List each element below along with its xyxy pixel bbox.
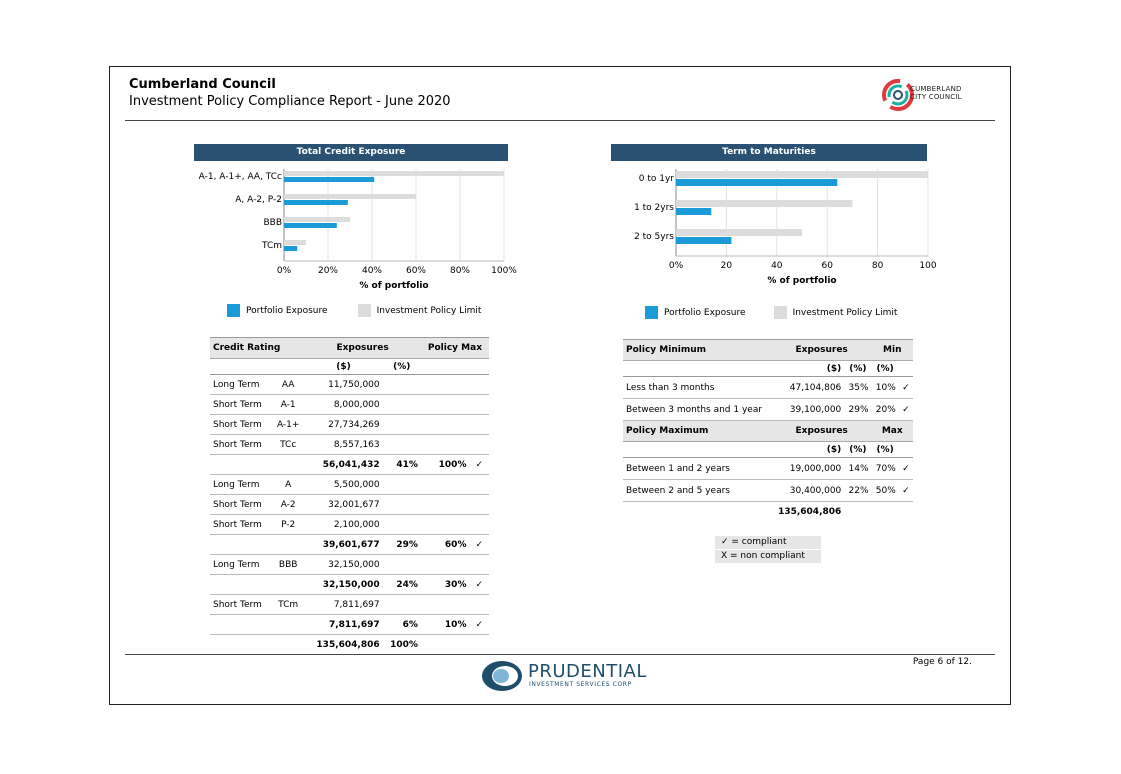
exposure-pct-cell: 29% bbox=[383, 535, 421, 555]
table-row bbox=[210, 435, 489, 455]
policy-max-cell bbox=[421, 475, 470, 495]
exposure-pct-cell: 22% bbox=[844, 480, 871, 502]
maturity-chart-title: Term to Maturities bbox=[611, 144, 927, 161]
limit-bar bbox=[284, 240, 306, 245]
exposure-dollar-cell: 7,811,697 bbox=[304, 615, 382, 635]
term-cell: Short Term bbox=[210, 515, 272, 535]
exposure-bar bbox=[676, 208, 711, 215]
exposure-pct-cell: 14% bbox=[844, 458, 871, 480]
exposure-pct-cell bbox=[383, 555, 421, 575]
exposure-bar bbox=[284, 177, 374, 182]
unit-dollar: ($) bbox=[772, 442, 844, 458]
exposure-dollar-cell: 2,100,000 bbox=[304, 515, 382, 535]
limit-pct-cell: 10% bbox=[872, 377, 899, 399]
exposure-dollar-cell: 39,100,000 bbox=[772, 399, 844, 421]
unit-pct: (%) bbox=[383, 359, 421, 375]
compliant-icon bbox=[469, 495, 489, 515]
term-cell bbox=[210, 535, 272, 555]
exposure-dollar-cell: 32,150,000 bbox=[304, 555, 382, 575]
exposure-dollar-cell: 5,500,000 bbox=[304, 475, 382, 495]
compliant-icon: ✓ bbox=[899, 399, 913, 421]
exposure-pct-cell bbox=[383, 435, 421, 455]
key-compliant: ✓ = compliant bbox=[715, 536, 821, 549]
legend-label-limit: Investment Policy Limit bbox=[792, 307, 898, 318]
grand-total-pct: 100% bbox=[383, 635, 421, 655]
exposure-pct-cell: 29% bbox=[844, 399, 871, 421]
table-row bbox=[623, 458, 913, 480]
maturity-table bbox=[623, 339, 913, 521]
rating-cell: A bbox=[272, 475, 304, 495]
policy-max-cell: 100% bbox=[421, 455, 470, 475]
exposure-dollar-cell: 32,001,677 bbox=[304, 495, 382, 515]
credit-rating-table bbox=[210, 337, 489, 655]
table-row bbox=[210, 375, 489, 395]
term-cell: Short Term bbox=[210, 395, 272, 415]
policy-max-cell bbox=[421, 395, 470, 415]
x-tick-label: 20 bbox=[720, 261, 733, 271]
limit-bar bbox=[284, 194, 416, 199]
limit-pct-cell: 50% bbox=[872, 480, 899, 502]
compliant-icon bbox=[469, 555, 489, 575]
policy-max-cell bbox=[421, 555, 470, 575]
compliant-icon bbox=[469, 475, 489, 495]
policy-max-cell bbox=[421, 495, 470, 515]
prudential-logo-icon bbox=[480, 659, 525, 693]
limit-bar bbox=[676, 229, 802, 236]
category-label: BBB bbox=[263, 218, 282, 228]
compliant-icon: ✓ bbox=[469, 455, 489, 475]
x-tick-label: 40% bbox=[361, 266, 383, 276]
x-tick-label: 0% bbox=[668, 261, 684, 271]
legend-label-exposure: Portfolio Exposure bbox=[664, 307, 746, 318]
compliant-icon bbox=[469, 595, 489, 615]
policy-max-cell bbox=[421, 415, 470, 435]
category-label: 0 to 1yr bbox=[638, 174, 674, 184]
empty-cell bbox=[469, 635, 489, 655]
table-row bbox=[210, 475, 489, 495]
credit-exposure-chart bbox=[180, 163, 520, 293]
limit-bar bbox=[284, 171, 504, 176]
legend-label-limit: Investment Policy Limit bbox=[376, 305, 482, 316]
cumberland-logo-text: CUMBERLAND CITY COUNCIL bbox=[910, 85, 962, 101]
exposure-pct-cell bbox=[383, 515, 421, 535]
unit-pct: (%) bbox=[872, 442, 899, 458]
compliant-icon: ✓ bbox=[469, 535, 489, 555]
key-non-compliant: X = non compliant bbox=[715, 550, 821, 563]
rating-cell: A-1 bbox=[272, 395, 304, 415]
rating-cell: BBB bbox=[272, 555, 304, 575]
subtotal-row bbox=[210, 455, 489, 475]
category-label: 2 to 5yrs bbox=[634, 232, 674, 242]
term-cell: Between 1 and 2 years bbox=[623, 458, 772, 480]
policy-max-cell: 10% bbox=[421, 615, 470, 635]
limit-bar bbox=[676, 200, 852, 207]
compliant-icon bbox=[469, 415, 489, 435]
unit-pct: (%) bbox=[844, 361, 871, 377]
policy-max-cell: 60% bbox=[421, 535, 470, 555]
page-number: Page 6 of 12. bbox=[912, 657, 972, 667]
col-policy-minimum: Policy Minimum bbox=[623, 340, 772, 361]
term-cell: Long Term bbox=[210, 375, 272, 395]
grand-total-row bbox=[210, 635, 489, 655]
table-row bbox=[623, 399, 913, 421]
legend-label-exposure: Portfolio Exposure bbox=[246, 305, 328, 316]
legend-swatch-limit bbox=[774, 306, 787, 319]
category-label: A, A-2, P-2 bbox=[235, 195, 282, 205]
exposure-pct-cell bbox=[383, 375, 421, 395]
credit-legend bbox=[227, 304, 481, 317]
rating-cell: A-2 bbox=[272, 495, 304, 515]
header-divider bbox=[125, 120, 995, 121]
exposure-pct-cell bbox=[383, 395, 421, 415]
x-tick-label: 80 bbox=[871, 261, 884, 271]
exposure-dollar-cell: 19,000,000 bbox=[772, 458, 844, 480]
legend-swatch-exposure bbox=[645, 306, 658, 319]
x-tick-label: 60 bbox=[821, 261, 833, 271]
col-exposures: Exposures bbox=[772, 421, 872, 442]
x-tick-label: 60% bbox=[405, 266, 427, 276]
rating-cell bbox=[272, 575, 304, 595]
exposure-dollar-cell: 47,104,806 bbox=[772, 377, 844, 399]
rating-cell: A-1+ bbox=[272, 415, 304, 435]
exposure-pct-cell bbox=[383, 415, 421, 435]
col-policy-maximum: Policy Maximum bbox=[623, 421, 772, 442]
term-cell: Between 2 and 5 years bbox=[623, 480, 772, 502]
x-tick-label: 80% bbox=[449, 266, 471, 276]
table-row bbox=[210, 395, 489, 415]
subtotal-row bbox=[210, 575, 489, 595]
rating-cell bbox=[272, 535, 304, 555]
term-cell bbox=[210, 615, 272, 635]
empty-cell bbox=[272, 635, 304, 655]
term-cell: Short Term bbox=[210, 435, 272, 455]
exposure-pct-cell: 24% bbox=[383, 575, 421, 595]
legend-swatch-limit bbox=[358, 304, 371, 317]
exposure-pct-cell bbox=[383, 595, 421, 615]
x-tick-label: 100% bbox=[491, 266, 517, 276]
exposure-bar bbox=[676, 237, 731, 244]
exposure-pct-cell bbox=[383, 495, 421, 515]
term-cell: Short Term bbox=[210, 595, 272, 615]
exposure-dollar-cell: 8,000,000 bbox=[304, 395, 382, 415]
x-tick-label: 100 bbox=[919, 261, 937, 271]
exposure-pct-cell bbox=[383, 475, 421, 495]
unit-pct: (%) bbox=[872, 361, 899, 377]
policy-max-cell: 30% bbox=[421, 575, 470, 595]
table-row bbox=[623, 377, 913, 399]
grand-total-dollar: 135,604,806 bbox=[304, 635, 382, 655]
exposure-pct-cell: 35% bbox=[844, 377, 871, 399]
rating-cell bbox=[272, 615, 304, 635]
rating-cell: P-2 bbox=[272, 515, 304, 535]
term-cell: Long Term bbox=[210, 555, 272, 575]
prudential-brand: PRUDENTIAL bbox=[528, 661, 647, 682]
x-axis-label: % of portfolio bbox=[359, 281, 429, 291]
compliant-icon: ✓ bbox=[899, 458, 913, 480]
exposure-dollar-cell: 32,150,000 bbox=[304, 575, 382, 595]
col-exposures: Exposures bbox=[772, 340, 872, 361]
page-subtitle: Investment Policy Compliance Report - June 2020 bbox=[129, 94, 451, 109]
footer-divider bbox=[125, 654, 995, 655]
compliant-icon bbox=[469, 435, 489, 455]
compliant-icon: ✓ bbox=[899, 377, 913, 399]
rating-cell bbox=[272, 455, 304, 475]
exposure-dollar-cell: 27,734,269 bbox=[304, 415, 382, 435]
category-label: TCm bbox=[261, 241, 282, 251]
limit-pct-cell: 70% bbox=[872, 458, 899, 480]
table-row bbox=[210, 555, 489, 575]
table-row bbox=[210, 595, 489, 615]
term-cell: Long Term bbox=[210, 475, 272, 495]
compliant-icon: ✓ bbox=[899, 480, 913, 502]
policy-max-cell bbox=[421, 595, 470, 615]
compliant-icon bbox=[469, 395, 489, 415]
term-maturity-chart bbox=[600, 163, 940, 293]
empty-cell bbox=[210, 635, 272, 655]
compliant-icon: ✓ bbox=[469, 615, 489, 635]
maturity-legend bbox=[645, 306, 897, 319]
report-page bbox=[109, 66, 1011, 705]
x-tick-label: 0% bbox=[276, 266, 292, 276]
subtotal-row bbox=[210, 535, 489, 555]
table-row bbox=[210, 515, 489, 535]
limit-pct-cell: 20% bbox=[872, 399, 899, 421]
credit-chart-title: Total Credit Exposure bbox=[194, 144, 508, 161]
term-cell: Short Term bbox=[210, 495, 272, 515]
exposure-pct-cell: 41% bbox=[383, 455, 421, 475]
prudential-brand-sub: INVESTMENT SERVICES CORP bbox=[529, 681, 632, 688]
col-max: Max bbox=[872, 421, 913, 442]
term-cell: Between 3 months and 1 year bbox=[623, 399, 772, 421]
col-exposures: Exposures bbox=[304, 338, 421, 359]
term-cell: Short Term bbox=[210, 415, 272, 435]
term-cell bbox=[210, 575, 272, 595]
compliant-icon: ✓ bbox=[469, 575, 489, 595]
subtotal-row bbox=[210, 615, 489, 635]
table-row bbox=[210, 495, 489, 515]
limit-bar bbox=[284, 217, 350, 222]
exposure-dollar-cell: 56,041,432 bbox=[304, 455, 382, 475]
empty-cell bbox=[421, 635, 470, 655]
exposure-dollar-cell: 11,750,000 bbox=[304, 375, 382, 395]
policy-max-cell bbox=[421, 375, 470, 395]
exposure-dollar-cell: 8,557,163 bbox=[304, 435, 382, 455]
limit-bar bbox=[676, 171, 928, 178]
term-cell bbox=[210, 455, 272, 475]
exposure-bar bbox=[284, 246, 297, 251]
exposure-bar bbox=[284, 223, 337, 228]
unit-dollar: ($) bbox=[772, 361, 844, 377]
col-min: Min bbox=[872, 340, 913, 361]
unit-dollar: ($) bbox=[304, 359, 382, 375]
col-credit-rating: Credit Rating bbox=[210, 338, 304, 359]
exposure-dollar-cell: 30,400,000 bbox=[772, 480, 844, 502]
compliant-icon bbox=[469, 375, 489, 395]
rating-cell: TCc bbox=[272, 435, 304, 455]
table-row bbox=[210, 415, 489, 435]
compliant-icon bbox=[469, 515, 489, 535]
x-axis-label: % of portfolio bbox=[767, 276, 837, 286]
table-row bbox=[623, 480, 913, 502]
exposure-dollar-cell: 7,811,697 bbox=[304, 595, 382, 615]
policy-max-cell bbox=[421, 515, 470, 535]
exposure-pct-cell: 6% bbox=[383, 615, 421, 635]
unit-pct: (%) bbox=[844, 442, 871, 458]
legend-swatch-exposure bbox=[227, 304, 240, 317]
x-tick-label: 20% bbox=[317, 266, 339, 276]
exposure-dollar-cell: 39,601,677 bbox=[304, 535, 382, 555]
col-policy-max: Policy Max bbox=[421, 338, 489, 359]
term-cell: Less than 3 months bbox=[623, 377, 772, 399]
rating-cell: AA bbox=[272, 375, 304, 395]
policy-max-cell bbox=[421, 435, 470, 455]
maturity-grand-total: 135,604,806 bbox=[778, 506, 842, 517]
exposure-bar bbox=[284, 200, 348, 205]
compliance-key bbox=[715, 536, 821, 563]
category-label: 1 to 2yrs bbox=[634, 203, 674, 213]
page-title: Cumberland Council bbox=[129, 77, 276, 92]
x-tick-label: 40 bbox=[771, 261, 783, 271]
category-label: A-1, A-1+, AA, TCc bbox=[198, 172, 282, 182]
rating-cell: TCm bbox=[272, 595, 304, 615]
exposure-bar bbox=[676, 179, 837, 186]
